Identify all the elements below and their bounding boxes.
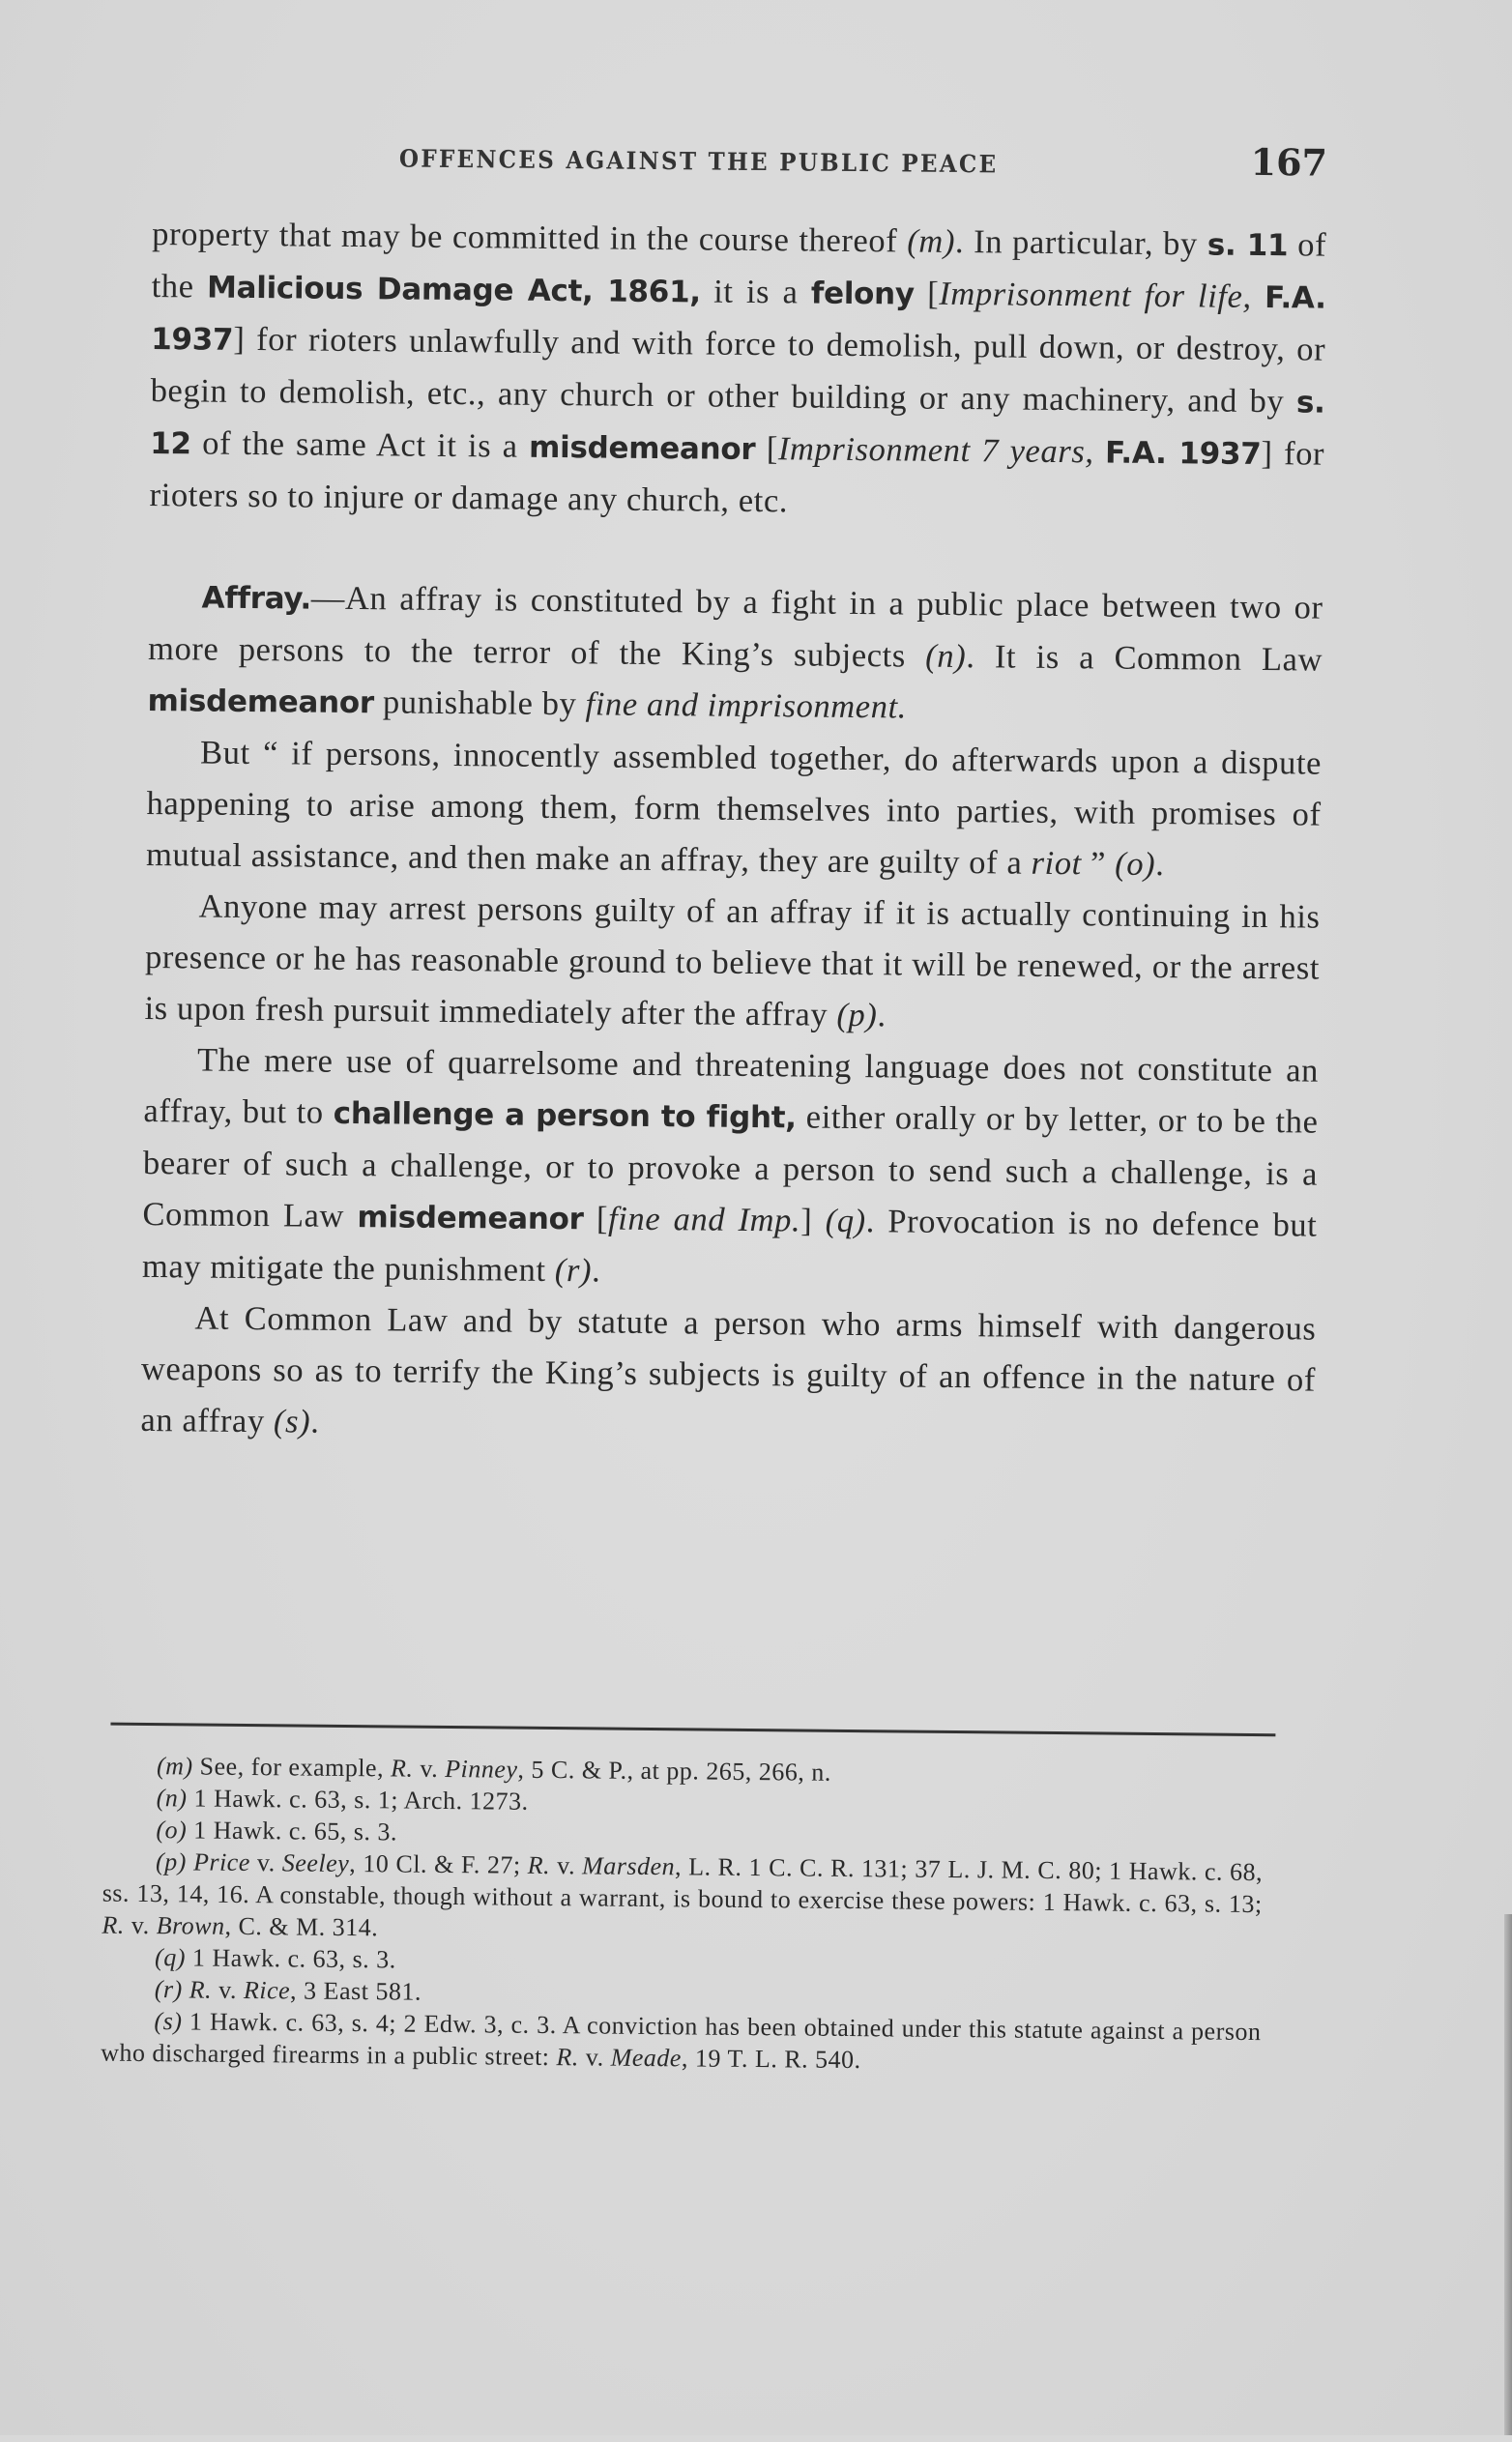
italic-text: (o) [156,1816,188,1845]
italic-text: (p) [155,1847,188,1876]
text-run: it is a [700,273,812,311]
text-run: . Provocation is no defence but may mitigate the punishment [141,1203,1318,1290]
text-run: of the same Act it is a [190,424,530,465]
text-run: 1 Hawk. c. 63, s. 4; 2 Edw. 3, c. 3. A conviction has been obtained under this statute against a person who discharged firearms in a public street: [101,2007,1262,2072]
text-run: ] for rioters so to injure or damage any church, etc. [149,435,1325,520]
text-run: , 19 T. L. R. 540. [681,2044,861,2075]
paragraph-p6 [140,1293,1316,1458]
italic-text: (r) [554,1252,593,1290]
italic-text: (r) [154,1975,183,2004]
italic-text: (p) [836,996,878,1034]
text-run: . [310,1403,320,1440]
text-run: [ [755,429,779,468]
text-run: property that may be committed in the course thereof [152,215,908,260]
text-run: But “ if persons, innocently assembled together, do afterwards upon a dispute happening to arise among them, form themselves into parties, with promises of mutual assistance, and then make an affray, they are guilty of a [145,734,1323,882]
text-run: . [591,1252,601,1290]
text-run: 1 Hawk. c. 65, s. 3. [187,1816,398,1846]
bold-term: Affray. [201,580,312,617]
italic-text: Meade [610,2043,683,2073]
text-run: either orally or by letter, or to be the bearer of such a challenge, or to provoke a person to send such a challenge, is a Common Law [142,1098,1319,1236]
italic-text: Brown [156,1911,225,1940]
text-run [1252,278,1265,315]
text-run: ] for rioters unlawfully and with force to demolish, pull down, or destroy, or begin to demolish, etc., any church or other building or any machinery, and by [150,320,1326,421]
text-run: of the [151,226,1327,305]
italic-text: (o) [1115,845,1156,883]
text-run: 1 Hawk. c. 63, s. 3. [185,1943,396,1974]
text-run [1093,433,1105,470]
paragraph-p2 [147,571,1323,739]
text-run: v. [413,1754,446,1783]
paragraph-p5 [142,1034,1320,1304]
text-run: , C. & M. 314. [224,1911,379,1942]
text-run: , 10 Cl. & F. 27; [349,1849,528,1879]
running-header [399,131,1327,184]
text-run: , L. R. 1 C. C. R. 131; 37 L. J. M. C. 80; 1 Hawk. c. 68, ss. 13, 14, 16. A constable, though without a warrant, is bound to exercise these powers: 1 Hawk. c. 63, s. 13; [102,1852,1264,1919]
text-run: , 3 East 581. [290,1976,422,2006]
footnote-s [101,2005,1262,2080]
italic-text: Pinney [445,1754,518,1784]
text-run: v. [578,2043,611,2072]
text-run: ” [1081,845,1116,883]
italic-text: (n) [925,637,967,676]
text-run: v. [549,1851,583,1880]
text-run: , 5 C. & P., at pp. 265, 266, n. [517,1755,831,1787]
italic-text: R. [102,1910,125,1939]
text-run: . [877,997,887,1034]
text-run: punishable by [373,683,586,723]
text-run: v. [124,1910,157,1940]
page-edge-shadow [1504,1914,1512,2435]
footnote-separator-rule [110,1723,1275,1737]
main-text [140,209,1326,1458]
text-run: [ [914,275,940,312]
italic-text: fine and Imp. [607,1200,801,1239]
text-run: v. [249,1848,282,1877]
text-run: At Common Law and by statute a person who arms himself with dangerous weapons so as to terrify the King’s subjects is guilty of an offence in the nature of an affray [140,1299,1317,1440]
italic-text: (s) [154,2007,183,2036]
text-run: Anyone may arrest persons guilty of an affray if it is actually continuing in his presence or he has reasonable ground to believe that it will be renewed, or the arrest is upon fresh pursuit immediately after the affray [144,887,1321,1033]
italic-text: R. [390,1754,414,1783]
italic-text: Seeley [281,1848,350,1878]
text-run: v. [212,1975,245,2004]
bold-term: F.A. 1937 [1104,435,1262,473]
italic-text: Imprisonment for life, [939,275,1252,315]
footnote-p [102,1846,1263,1953]
paragraph-p1 [149,209,1326,533]
text-run: —An affray is constituted by a fight in a public place between two or more persons to the terror of the King’s subjects [147,579,1323,675]
italic-text: (q) [825,1202,866,1240]
running-title: OFFENCES AGAINST THE PUBLIC PEACE [398,144,999,179]
text-run: 1 Hawk. c. 63, s. 1; Arch. 1273. [187,1784,529,1816]
text-run: . [1155,845,1165,884]
italic-text: Rice [243,1975,291,2005]
italic-text: Imprisonment 7 years, [777,430,1094,471]
bold-term: misdemeanor [357,1200,584,1237]
italic-text: Price [192,1847,250,1877]
text-run: . It is a Common Law [966,638,1323,679]
italic-text: (s) [273,1403,311,1440]
bold-term: felony [810,276,915,312]
page-number: 167 [1250,139,1328,185]
italic-text: R. [189,1975,213,2004]
italic-text: (m) [907,222,956,260]
bold-term: misdemeanor [528,429,756,467]
italic-text: R. [527,1850,551,1880]
italic-text: (m) [156,1752,193,1781]
bold-term: misdemeanor [147,683,374,721]
bold-term: challenge a person to fight, [333,1095,797,1136]
italic-text: R. [556,2043,580,2072]
text-run: ] [800,1202,826,1239]
italic-text: riot [1031,844,1083,883]
text-run: . In particular, by [954,222,1208,263]
italic-text: Marsden [581,1851,676,1881]
bold-term: s. 12 [149,385,1325,462]
bold-term: F.A. 1937 [151,280,1326,358]
text-run: The mere use of quarrelsome and threatening language does not constitute an affray, but to [143,1041,1320,1131]
italic-text: fine and imprisonment. [585,685,908,726]
bold-term: Malicious Damage Act, 1861, [206,270,701,310]
italic-text: (q) [154,1943,187,1972]
text-run: See, for example, [192,1752,392,1783]
text-run: [ [583,1200,609,1237]
footnotes [101,1750,1264,2080]
paragraph-p4 [144,881,1320,1046]
bold-term: s. 11 [1207,227,1289,264]
paragraph-p3 [146,727,1322,892]
italic-text: (n) [156,1784,188,1813]
